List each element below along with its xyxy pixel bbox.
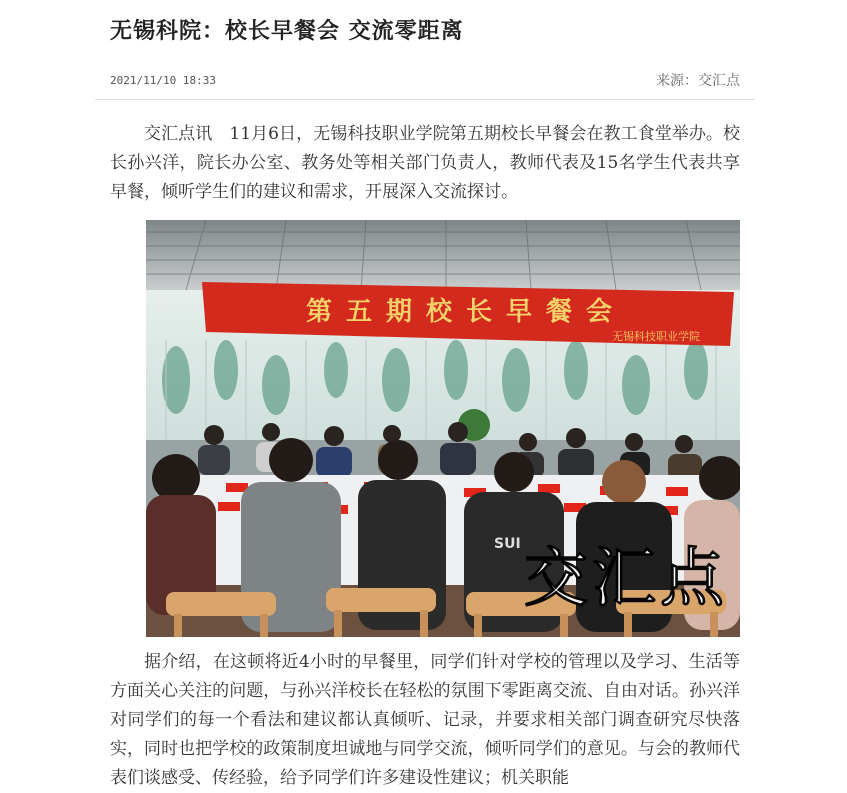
source-label: 来源：交汇点: [656, 73, 740, 89]
banner-subtitle: 无锡科技职业学院: [612, 330, 700, 343]
shirt-text: SUI: [494, 536, 521, 552]
ceiling: [146, 220, 740, 290]
publish-date: 2021/11/10 18:33: [110, 73, 216, 87]
banner-title: 第五期校长早餐会: [305, 297, 627, 327]
photo-illustration: [146, 220, 740, 637]
paragraph-intro: 交汇点讯 11月6日，无锡科技职业学院第五期校长早餐会在教工食堂举办。校长孙兴洋，院长办公室、教务处等相关部门负责人，教师代表及15名学生代表共享早餐，倾听学生们的建议和需求，开展深入交流探讨。: [110, 124, 740, 202]
article-meta: [110, 70, 740, 90]
paragraph-body: 据介绍，在这顿将近4小时的早餐里，同学们针对学校的管理以及学习、生活等方面关心关注的问题，与孙兴洋校长在轻松的氛围下零距离交流、自由对话。孙兴洋对同学们的每一个看法和建议都认真倾听、记录，并要求相关部门调查研究尽快落实，同时也把学校的政策制度坦诚地与同学交流，倾听同学们的意见。与会的教师代表们谈感受、传经验，给予同学们许多建设性建议；机关职能: [110, 652, 740, 788]
header-divider: [95, 99, 755, 100]
watermark: 交汇点: [524, 541, 728, 616]
article-photo: [146, 220, 740, 637]
article-title: 无锡科院：校长早餐会 交流零距离: [110, 18, 464, 44]
